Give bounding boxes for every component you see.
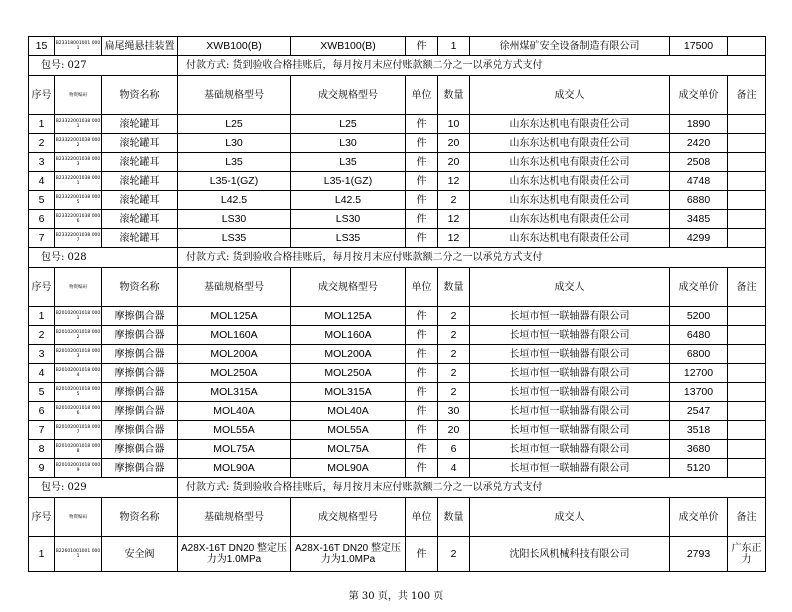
material-code-cell: B23322001038 0002 — [55, 134, 102, 153]
seq-cell: 1 — [29, 307, 55, 326]
quantity-cell: 30 — [438, 402, 470, 421]
unit-cell: 件 — [406, 210, 438, 229]
table-header-row — [29, 498, 766, 537]
package-info-row — [29, 56, 766, 76]
deal-spec-cell: L30 — [291, 134, 406, 153]
seq-cell: 9 — [29, 459, 55, 478]
table-row — [29, 134, 766, 153]
material-name-cell: 滚轮罐耳 — [102, 229, 178, 248]
table-row — [29, 537, 766, 572]
unit-cell: 件 — [406, 383, 438, 402]
unit-cell: 件 — [406, 421, 438, 440]
material-name-cell: 安全阀 — [102, 537, 178, 572]
payment-terms: 付款方式: 货到验收合格挂账后，每月按月末应付账款额二分之一以承兑方式支付 — [178, 478, 766, 498]
note-cell — [728, 229, 766, 248]
deal-spec-cell: A28X-16T DN20 整定压力为1.0MPa — [291, 537, 406, 572]
material-name-cell: 摩擦偶合器 — [102, 345, 178, 364]
material-code-cell: B20102001018 0007 — [55, 421, 102, 440]
deal-spec-cell: LS30 — [291, 210, 406, 229]
seller-cell: 长垣市恒一联轴器有限公司 — [470, 459, 670, 478]
material-code-cell: B20102001018 0006 — [55, 402, 102, 421]
unit-price-cell: 5200 — [670, 307, 728, 326]
base-spec-cell: LS35 — [178, 229, 291, 248]
material-name-cell: 摩擦偶合器 — [102, 459, 178, 478]
seller-cell: 长垣市恒一联轴器有限公司 — [470, 345, 670, 364]
header-deal-spec: 成交规格型号 — [291, 268, 406, 307]
material-name-cell: 摩擦偶合器 — [102, 383, 178, 402]
material-code-cell: B20102001018 0004 — [55, 364, 102, 383]
quantity-cell: 2 — [438, 537, 470, 572]
note-cell — [728, 172, 766, 191]
seller-cell: 长垣市恒一联轴器有限公司 — [470, 326, 670, 345]
material-name-cell: 滚轮罐耳 — [102, 134, 178, 153]
header-material-code: 物资编码 — [55, 498, 102, 537]
seq-cell: 2 — [29, 134, 55, 153]
material-code-cell: B20102001018 0002 — [55, 326, 102, 345]
unit-cell: 件 — [406, 402, 438, 421]
note-cell — [728, 383, 766, 402]
seller-cell: 长垣市恒一联轴器有限公司 — [470, 383, 670, 402]
material-code-cell: B20102001018 0001 — [55, 307, 102, 326]
quantity-cell: 20 — [438, 134, 470, 153]
header-material-code: 物资编码 — [55, 76, 102, 115]
header-unit: 单位 — [406, 268, 438, 307]
unit-cell: 件 — [406, 440, 438, 459]
material-code-cell: B23322001038 0005 — [55, 191, 102, 210]
quantity-cell: 12 — [438, 229, 470, 248]
header-seq: 序号 — [29, 76, 55, 115]
deal-spec-cell: MOL200A — [291, 345, 406, 364]
unit-price-cell: 2508 — [670, 153, 728, 172]
quantity-cell: 20 — [438, 153, 470, 172]
seq-cell: 2 — [29, 326, 55, 345]
note-cell — [728, 191, 766, 210]
material-name-cell: 滚轮罐耳 — [102, 210, 178, 229]
seq-cell: 7 — [29, 421, 55, 440]
unit-price-cell: 2420 — [670, 134, 728, 153]
deal-spec-cell: L35-1(GZ) — [291, 172, 406, 191]
table-header-row — [29, 76, 766, 115]
unit-cell: 件 — [406, 459, 438, 478]
seller-cell: 山东东达机电有限责任公司 — [470, 134, 670, 153]
note-cell — [728, 364, 766, 383]
seq-cell: 7 — [29, 229, 55, 248]
quantity-cell: 2 — [438, 191, 470, 210]
note-cell — [728, 459, 766, 478]
seq-cell: 8 — [29, 440, 55, 459]
material-name-cell: 滚轮罐耳 — [102, 115, 178, 134]
deal-spec-cell: L42.5 — [291, 191, 406, 210]
note-cell — [728, 115, 766, 134]
unit-price-cell: 13700 — [670, 383, 728, 402]
header-material-code: 物资编码 — [55, 268, 102, 307]
base-spec-cell: MOL40A — [178, 402, 291, 421]
unit-price-cell: 6480 — [670, 326, 728, 345]
table-row — [29, 115, 766, 134]
quantity-cell: 2 — [438, 345, 470, 364]
seller-cell: 山东东达机电有限责任公司 — [470, 153, 670, 172]
material-code-cell: B23322001038 0001 — [55, 115, 102, 134]
deal-spec-cell: MOL90A — [291, 459, 406, 478]
unit-cell: 件 — [406, 37, 438, 56]
unit-price-cell: 2547 — [670, 402, 728, 421]
quantity-cell: 2 — [438, 307, 470, 326]
unit-price-cell: 6800 — [670, 345, 728, 364]
header-quantity: 数量 — [438, 268, 470, 307]
deal-spec-cell: L35 — [291, 153, 406, 172]
note-cell — [728, 345, 766, 364]
seq-cell: 4 — [29, 364, 55, 383]
quantity-cell: 4 — [438, 459, 470, 478]
header-base-spec: 基础规格型号 — [178, 76, 291, 115]
header-material-name: 物资名称 — [102, 76, 178, 115]
table-row — [29, 345, 766, 364]
deal-spec-cell: LS35 — [291, 229, 406, 248]
material-code-cell: B23322001038 0007 — [55, 229, 102, 248]
deal-spec-cell: MOL315A — [291, 383, 406, 402]
unit-price-cell: 6880 — [670, 191, 728, 210]
header-base-spec: 基础规格型号 — [178, 498, 291, 537]
header-seller: 成交人 — [470, 498, 670, 537]
deal-spec-cell: XWB100(B) — [291, 37, 406, 56]
header-deal-spec: 成交规格型号 — [291, 76, 406, 115]
quantity-cell: 2 — [438, 326, 470, 345]
header-note: 备注 — [728, 268, 766, 307]
seller-cell: 山东东达机电有限责任公司 — [470, 115, 670, 134]
base-spec-cell: L30 — [178, 134, 291, 153]
seller-cell: 长垣市恒一联轴器有限公司 — [470, 307, 670, 326]
quantity-cell: 12 — [438, 172, 470, 191]
base-spec-cell: MOL160A — [178, 326, 291, 345]
header-quantity: 数量 — [438, 498, 470, 537]
unit-price-cell: 3485 — [670, 210, 728, 229]
header-seq: 序号 — [29, 498, 55, 537]
deal-spec-cell: MOL40A — [291, 402, 406, 421]
unit-price-cell: 17500 — [670, 37, 728, 56]
seq-cell: 6 — [29, 402, 55, 421]
material-code-cell: B23322001038 0003 — [55, 153, 102, 172]
header-unit: 单位 — [406, 76, 438, 115]
unit-price-cell: 2793 — [670, 537, 728, 572]
material-code-cell: B23322001038 0001 — [55, 172, 102, 191]
unit-cell: 件 — [406, 345, 438, 364]
unit-price-cell: 4299 — [670, 229, 728, 248]
table-row — [29, 210, 766, 229]
header-quantity: 数量 — [438, 76, 470, 115]
package-number: 包号: 029 — [29, 478, 178, 498]
unit-cell: 件 — [406, 364, 438, 383]
quantity-cell: 10 — [438, 115, 470, 134]
header-material-name: 物资名称 — [102, 268, 178, 307]
material-name-cell: 摩擦偶合器 — [102, 402, 178, 421]
unit-price-cell: 12700 — [670, 364, 728, 383]
unit-cell: 件 — [406, 153, 438, 172]
quantity-cell: 20 — [438, 421, 470, 440]
base-spec-cell: L25 — [178, 115, 291, 134]
seller-cell: 沈阳长风机械科技有限公司 — [470, 537, 670, 572]
deal-spec-cell: MOL125A — [291, 307, 406, 326]
material-name-cell: 摩擦偶合器 — [102, 364, 178, 383]
base-spec-cell: XWB100(B) — [178, 37, 291, 56]
base-spec-cell: MOL200A — [178, 345, 291, 364]
quantity-cell: 6 — [438, 440, 470, 459]
table-row — [29, 402, 766, 421]
package-number: 包号: 028 — [29, 248, 178, 268]
seq-cell: 5 — [29, 383, 55, 402]
header-unit-price: 成交单价 — [670, 268, 728, 307]
package-number: 包号: 027 — [29, 56, 178, 76]
seller-cell: 长垣市恒一联轴器有限公司 — [470, 421, 670, 440]
deal-spec-cell: MOL55A — [291, 421, 406, 440]
seller-cell: 山东东达机电有限责任公司 — [470, 191, 670, 210]
seq-cell: 5 — [29, 191, 55, 210]
base-spec-cell: L35-1(GZ) — [178, 172, 291, 191]
header-base-spec: 基础规格型号 — [178, 268, 291, 307]
table-row — [29, 307, 766, 326]
deal-spec-cell: MOL250A — [291, 364, 406, 383]
quantity-cell: 2 — [438, 364, 470, 383]
table-row — [29, 153, 766, 172]
note-cell — [728, 210, 766, 229]
base-spec-cell: MOL250A — [178, 364, 291, 383]
header-seller: 成交人 — [470, 268, 670, 307]
material-code-cell: B20102001018 0003 — [55, 345, 102, 364]
material-name-cell: 滚轮罐耳 — [102, 153, 178, 172]
seller-cell: 徐州煤矿安全设备制造有限公司 — [470, 37, 670, 56]
note-cell — [728, 153, 766, 172]
unit-cell: 件 — [406, 307, 438, 326]
seq-cell: 4 — [29, 172, 55, 191]
material-code-cell: B23318001001 0001 — [55, 37, 102, 56]
unit-price-cell: 5120 — [670, 459, 728, 478]
material-name-cell: 摩擦偶合器 — [102, 440, 178, 459]
package-info-row — [29, 478, 766, 498]
seq-cell: 1 — [29, 115, 55, 134]
header-unit: 单位 — [406, 498, 438, 537]
note-cell — [728, 421, 766, 440]
unit-price-cell: 1890 — [670, 115, 728, 134]
unit-cell: 件 — [406, 172, 438, 191]
seller-cell: 山东东达机电有限责任公司 — [470, 210, 670, 229]
unit-cell: 件 — [406, 134, 438, 153]
unit-cell: 件 — [406, 326, 438, 345]
seq-cell: 3 — [29, 153, 55, 172]
payment-terms: 付款方式: 货到验收合格挂账后，每月按月末应付账款额二分之一以承兑方式支付 — [178, 248, 766, 268]
deal-spec-cell: MOL160A — [291, 326, 406, 345]
header-unit-price: 成交单价 — [670, 76, 728, 115]
quantity-cell: 1 — [438, 37, 470, 56]
table-row — [29, 364, 766, 383]
note-cell — [728, 440, 766, 459]
unit-cell: 件 — [406, 229, 438, 248]
header-seller: 成交人 — [470, 76, 670, 115]
table-row — [29, 37, 766, 56]
seller-cell: 长垣市恒一联轴器有限公司 — [470, 402, 670, 421]
unit-cell: 件 — [406, 191, 438, 210]
quantity-cell: 12 — [438, 210, 470, 229]
seq-cell: 1 — [29, 537, 55, 572]
deal-spec-cell: MOL75A — [291, 440, 406, 459]
deal-spec-cell: L25 — [291, 115, 406, 134]
material-name-cell: 滚轮罐耳 — [102, 191, 178, 210]
table-row — [29, 172, 766, 191]
seq-cell: 6 — [29, 210, 55, 229]
table-row — [29, 459, 766, 478]
base-spec-cell: MOL125A — [178, 307, 291, 326]
quantity-cell: 2 — [438, 383, 470, 402]
seller-cell: 山东东达机电有限责任公司 — [470, 172, 670, 191]
material-code-cell: B20102001018 0008 — [55, 440, 102, 459]
seller-cell: 山东东达机电有限责任公司 — [470, 229, 670, 248]
unit-cell: 件 — [406, 537, 438, 572]
base-spec-cell: L35 — [178, 153, 291, 172]
material-name-cell: 滚轮罐耳 — [102, 172, 178, 191]
header-seq: 序号 — [29, 268, 55, 307]
procurement-document — [28, 36, 766, 572]
page-footer: 第 30 页，共 100 页 — [348, 591, 444, 602]
material-name-cell: 扁尾绳悬挂装置 — [102, 37, 178, 56]
table-row — [29, 191, 766, 210]
material-code-cell: B22601001001 0001 — [55, 537, 102, 572]
table-row — [29, 383, 766, 402]
note-cell — [728, 326, 766, 345]
note-cell: 广东正力 — [728, 537, 766, 572]
table-row — [29, 440, 766, 459]
seq-cell: 3 — [29, 345, 55, 364]
unit-cell: 件 — [406, 115, 438, 134]
base-spec-cell: LS30 — [178, 210, 291, 229]
material-code-cell: B20102001018 0005 — [55, 383, 102, 402]
table-row — [29, 421, 766, 440]
material-code-cell: B23322001038 0006 — [55, 210, 102, 229]
base-spec-cell: L42.5 — [178, 191, 291, 210]
table-row — [29, 326, 766, 345]
header-note: 备注 — [728, 498, 766, 537]
base-spec-cell: MOL75A — [178, 440, 291, 459]
seller-cell: 长垣市恒一联轴器有限公司 — [470, 440, 670, 459]
header-note: 备注 — [728, 76, 766, 115]
material-name-cell: 摩擦偶合器 — [102, 307, 178, 326]
note-cell — [728, 402, 766, 421]
deal-table — [28, 36, 766, 572]
base-spec-cell: MOL90A — [178, 459, 291, 478]
note-cell — [728, 134, 766, 153]
base-spec-cell: MOL55A — [178, 421, 291, 440]
table-header-row — [29, 268, 766, 307]
seller-cell: 长垣市恒一联轴器有限公司 — [470, 364, 670, 383]
note-cell — [728, 37, 766, 56]
base-spec-cell: A28X-16T DN20 整定压力为1.0MPa — [178, 537, 291, 572]
table-row — [29, 229, 766, 248]
header-material-name: 物资名称 — [102, 498, 178, 537]
base-spec-cell: MOL315A — [178, 383, 291, 402]
unit-price-cell: 4748 — [670, 172, 728, 191]
header-unit-price: 成交单价 — [670, 498, 728, 537]
seq-cell: 15 — [29, 37, 55, 56]
note-cell — [728, 307, 766, 326]
header-deal-spec: 成交规格型号 — [291, 498, 406, 537]
unit-price-cell: 3518 — [670, 421, 728, 440]
material-name-cell: 摩擦偶合器 — [102, 421, 178, 440]
material-name-cell: 摩擦偶合器 — [102, 326, 178, 345]
material-code-cell: B20102001018 0009 — [55, 459, 102, 478]
payment-terms: 付款方式: 货到验收合格挂账后，每月按月末应付账款额二分之一以承兑方式支付 — [178, 56, 766, 76]
package-info-row — [29, 248, 766, 268]
unit-price-cell: 3680 — [670, 440, 728, 459]
